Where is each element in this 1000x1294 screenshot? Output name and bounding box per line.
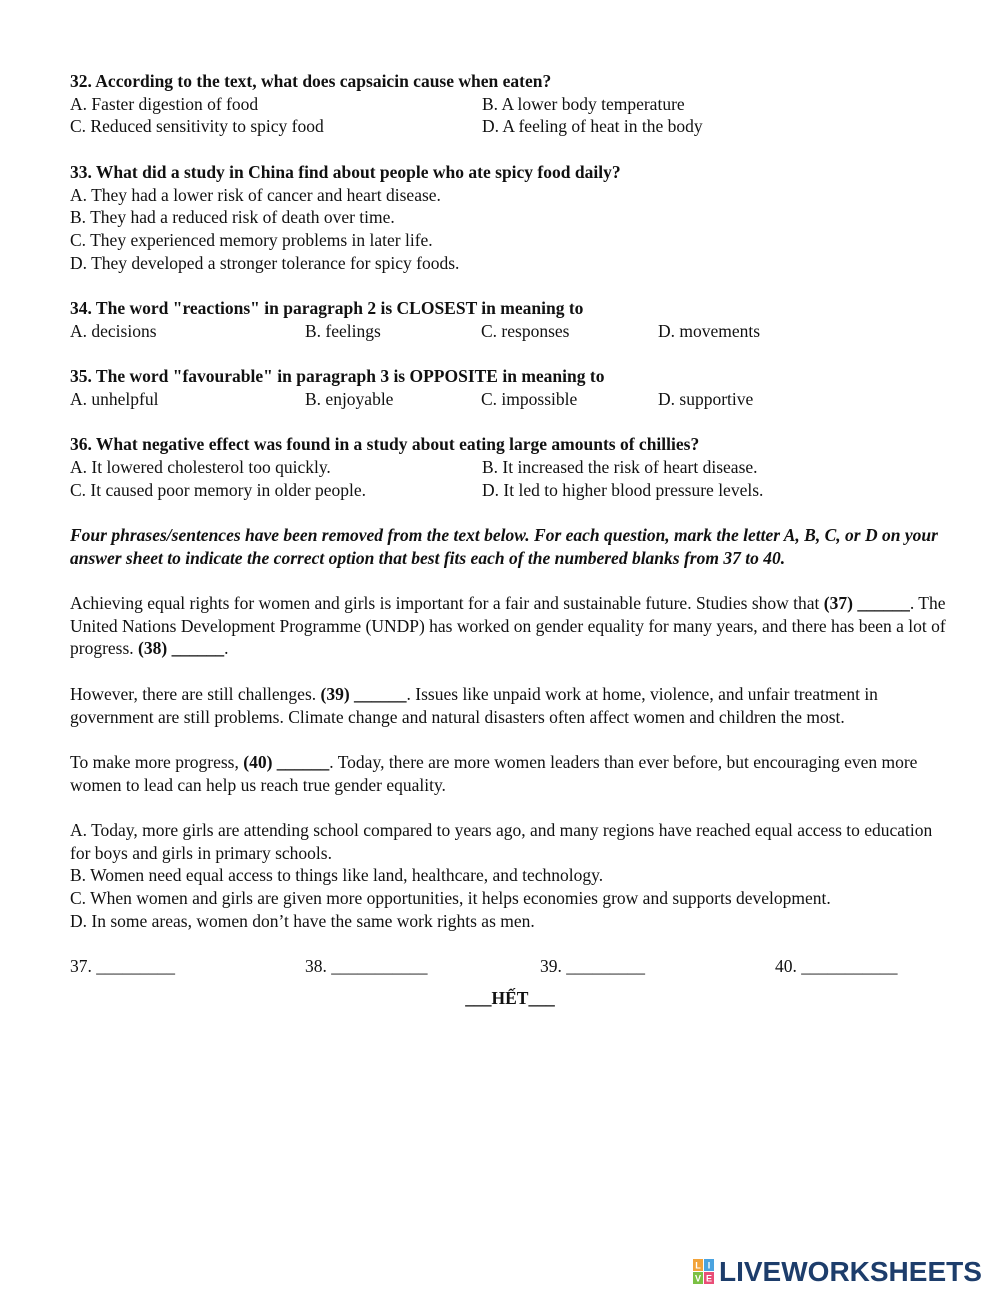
option-d: D. In some areas, women don’t have the same work rights as men. <box>70 910 535 931</box>
option-a: A. They had a lower risk of cancer and heart disease. <box>70 184 441 205</box>
blank-37: (37) ______ <box>823 593 910 614</box>
answer-39[interactable]: 39. _________ <box>540 956 645 977</box>
passage-text: To make more progress, <box>70 751 244 772</box>
question-title: 33. What did a study in China find about people who ate spicy food daily? <box>70 161 621 182</box>
option-b: B. enjoyable <box>305 388 394 409</box>
question-title: 36. What negative effect was found in a study about eating large amounts of chillies? <box>70 434 700 455</box>
question-33 <box>70 161 950 275</box>
option-d: D. They developed a stronger tolerance for spicy foods. <box>70 252 460 273</box>
passage-paragraph-1 <box>70 592 950 660</box>
end-mark: ___HẾT___ <box>465 987 555 1008</box>
option-b: B. They had a reduced risk of death over time. <box>70 207 395 228</box>
passage-text: . <box>224 638 229 659</box>
section-instructions: Four phrases/sentences have been removed from the text below. For each question, mark the letter A, B, C, or D on your answer sheet to indicate the correct option that best fits each of the numbered blanks from 37 to 40. <box>70 524 938 568</box>
options-list <box>70 819 950 933</box>
blank-39: (39) ______ <box>320 683 407 704</box>
liveworksheets-wordmark: LIVEWORKSHEETS <box>719 1256 982 1287</box>
question-32 <box>70 70 950 138</box>
liveworksheets-logo <box>693 1256 982 1288</box>
option-b: B. feelings <box>305 320 381 341</box>
logo-letter: L <box>695 1260 701 1271</box>
option-d: D. movements <box>658 320 761 341</box>
option-a: A. It lowered cholesterol too quickly. <box>70 456 331 477</box>
option-c: C. responses <box>481 320 570 341</box>
passage-paragraph-3 <box>70 751 950 796</box>
option-c: C. Reduced sensitivity to spicy food <box>70 116 324 137</box>
passage-text: . The United Nations Development Programme (UNDP) has worked on gender equality for many years, and there has been a lot of progress. <box>70 593 946 659</box>
question-title: 34. The word "reactions" in paragraph 2 is CLOSEST in meaning to <box>70 298 584 318</box>
passage-text: Achieving equal rights for women and girls is important for a fair and sustainable future. Studies show that <box>70 593 824 614</box>
option-a: A. unhelpful <box>70 388 159 409</box>
answer-row <box>70 955 950 978</box>
option-b: B. Women need equal access to things like land, healthcare, and technology. <box>70 865 604 886</box>
question-title: 35. The word "favourable" in paragraph 3 is OPPOSITE in meaning to <box>70 366 605 387</box>
option-a: A. Today, more girls are attending school compared to years ago, and many regions have reached equal access to education for boys and girls in primary schools. <box>70 820 933 863</box>
option-b: B. A lower body temperature <box>482 93 685 114</box>
question-36 <box>70 433 950 501</box>
passage-paragraph-2 <box>70 683 950 728</box>
option-d: D. supportive <box>658 388 754 409</box>
option-c: C. When women and girls are given more opportunities, it helps economies grow and supports development. <box>70 888 831 909</box>
logo-letter: E <box>705 1273 713 1284</box>
answer-38[interactable]: 38. ___________ <box>305 956 428 977</box>
option-a: A. Faster digestion of food <box>70 93 259 114</box>
question-34 <box>70 297 950 342</box>
passage-text: . Issues like unpaid work at home, violence, and unfair treatment in government are still problems. Climate change and natural disasters often affect women and children the most. <box>70 683 878 727</box>
blank-40: (40) ______ <box>243 751 330 772</box>
option-c: C. impossible <box>481 388 578 409</box>
option-d: D. A feeling of heat in the body <box>482 116 703 137</box>
answer-40[interactable]: 40. ___________ <box>775 956 898 977</box>
option-a: A. decisions <box>70 320 157 341</box>
option-c: C. They experienced memory problems in later life. <box>70 229 433 250</box>
logo-letter: I <box>707 1260 711 1271</box>
answer-37[interactable]: 37. _________ <box>70 956 175 977</box>
worksheet-page <box>70 70 950 1010</box>
passage-text: However, there are still challenges. <box>70 683 321 704</box>
question-title: 32. According to the text, what does capsaicin cause when eaten? <box>70 71 552 91</box>
passage-text: . Today, there are more women leaders than ever before, but encouraging even more women to lead can help us reach true gender equality. <box>70 751 918 795</box>
liveworksheets-logo-icon <box>693 1259 715 1285</box>
blank-38: (38) ______ <box>138 638 225 659</box>
logo-letter: V <box>694 1273 702 1284</box>
option-d: D. It led to higher blood pressure levels. <box>482 479 764 500</box>
question-35 <box>70 365 950 410</box>
option-c: C. It caused poor memory in older people. <box>70 479 366 500</box>
option-b: B. It increased the risk of heart disease. <box>482 456 758 477</box>
